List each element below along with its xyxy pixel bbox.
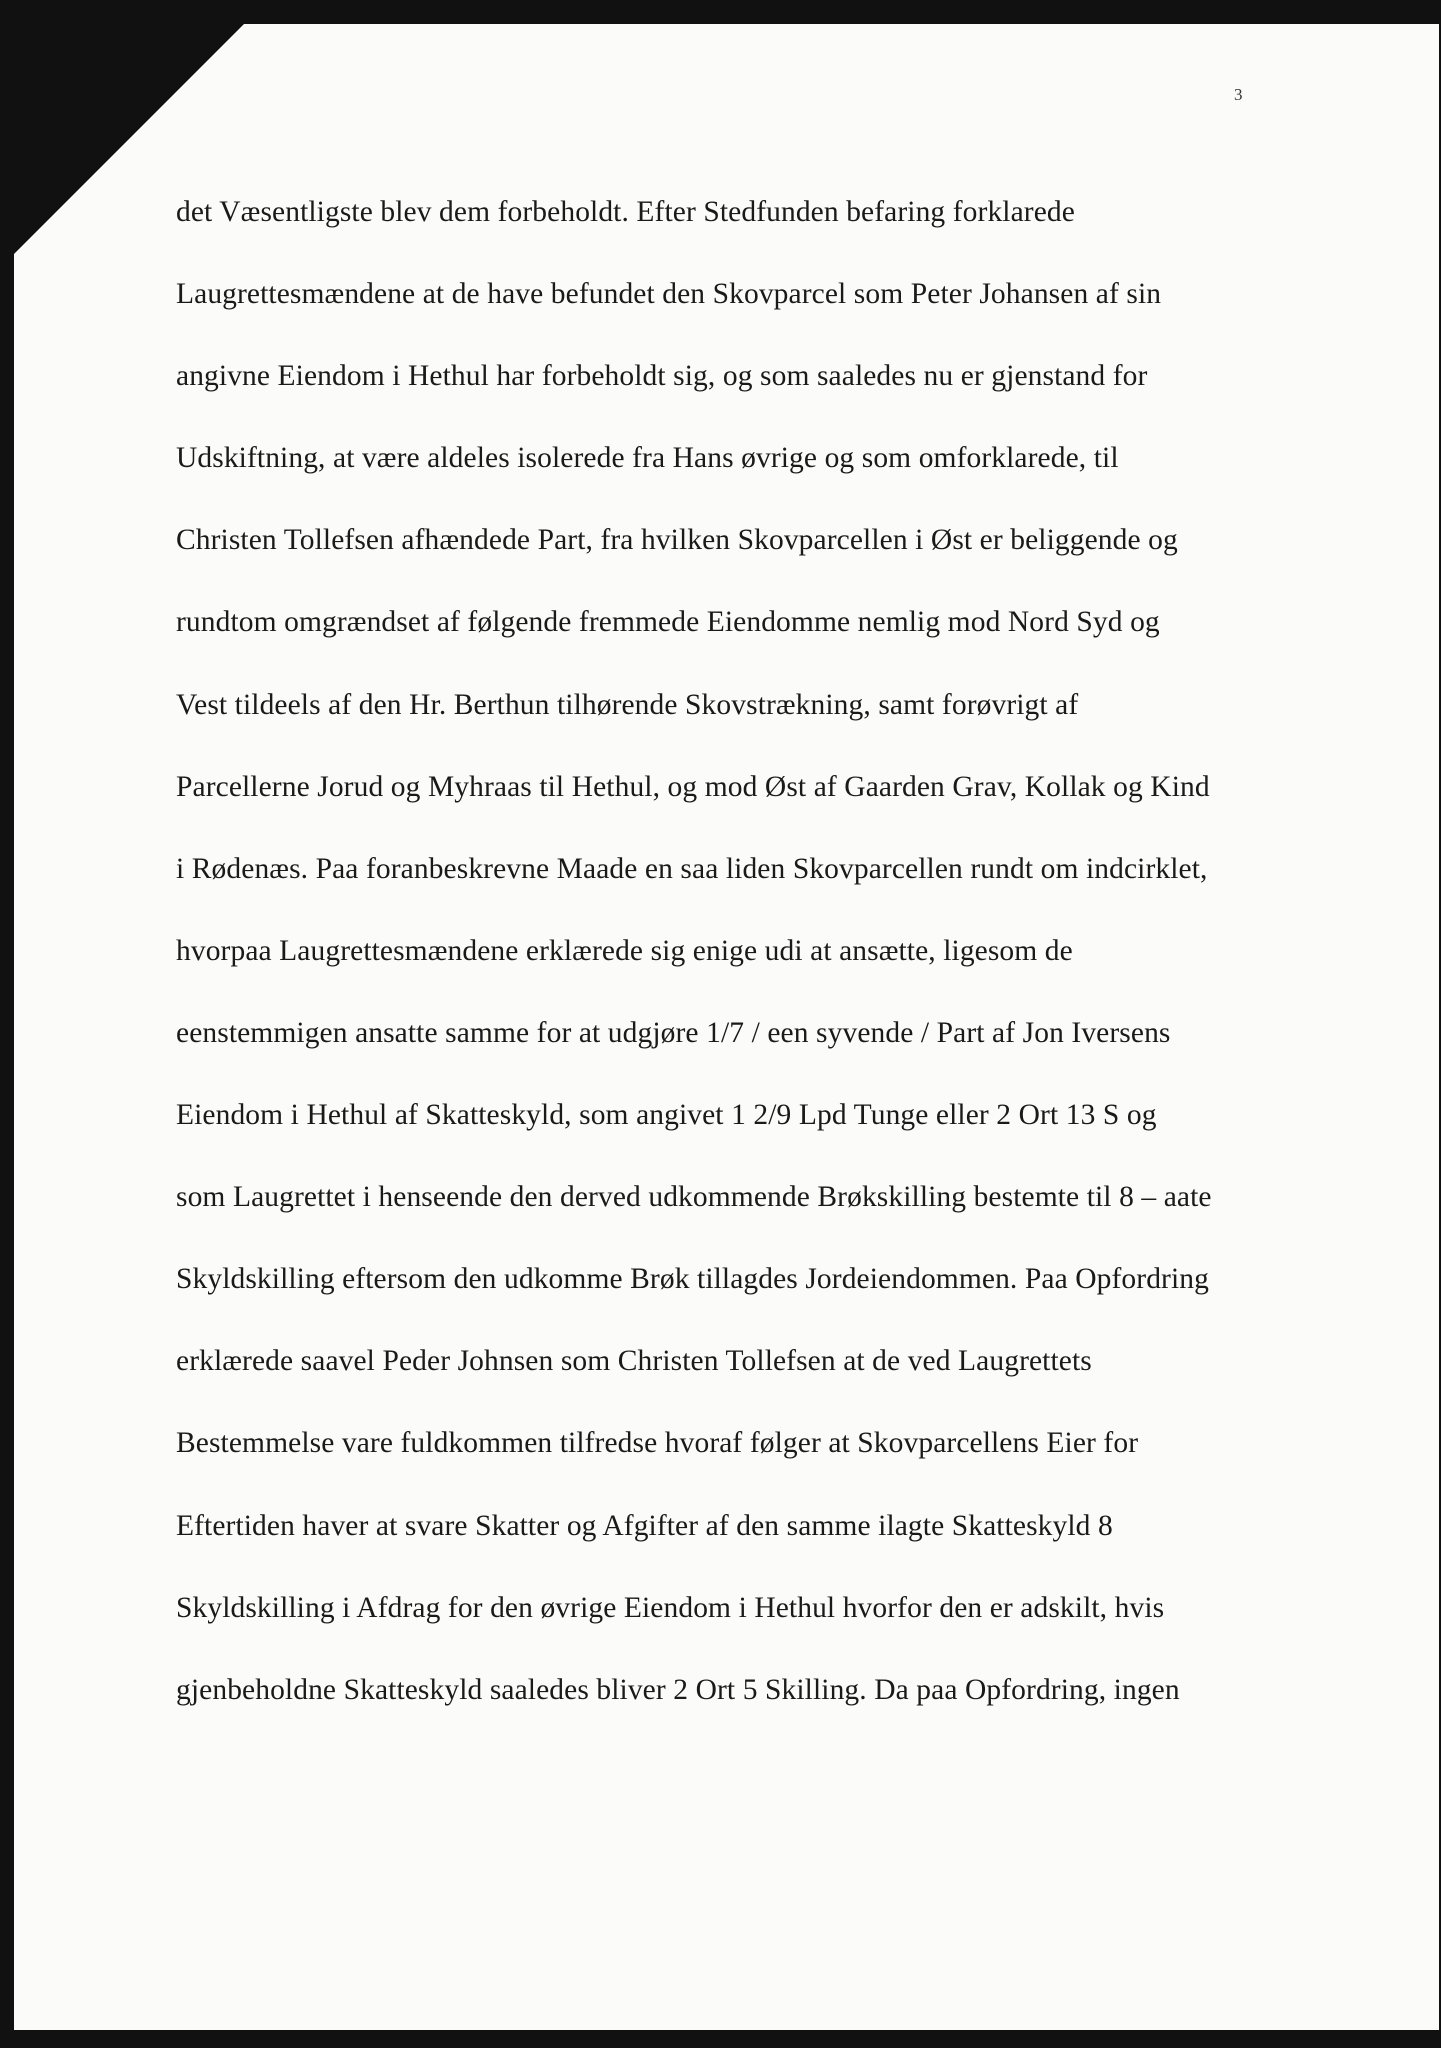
text-line: Vest tildeels af den Hr. Berthun tilhørende Skovstrækning, samt forøvrigt af: [176, 688, 1079, 721]
page-number: 3: [1234, 85, 1243, 104]
text-line: Christen Tollefsen afhændede Part, fra hvilken Skovparcellen i Øst er beliggende og: [176, 524, 1178, 557]
text-line: Eiendom i Hethul af Skatteskyld, som angivet 1 2/9 Lpd Tunge eller 2 Ort 13 S og: [176, 1099, 1157, 1132]
text-line: angivne Eiendom i Hethul har forbeholdt sig, og som saaledes nu er gjenstand for: [176, 360, 1148, 393]
text-line: hvorpaa Laugrettesmændene erklærede sig enige udi at ansætte, ligesom de: [176, 934, 1073, 967]
text-line: Udskiftning, at være aldeles isolerede fra Hans øvrige og som omforklarede, til: [176, 442, 1119, 475]
text-line: erklærede saavel Peder Johnsen som Christen Tollefsen at de ved Laugrettets: [176, 1345, 1092, 1378]
text-line: Laugrettesmændene at de have befundet den Skovparcel som Peter Johansen af sin: [176, 278, 1162, 311]
text-line: Bestemmelse vare fuldkommen tilfredse hvoraf følger at Skovparcellens Eier for: [176, 1427, 1139, 1460]
text-line: Skyldskilling i Afdrag for den øvrige Eiendom i Hethul hvorfor den er adskilt, hvis: [176, 1591, 1165, 1624]
document-text-body: [176, 188, 1316, 1748]
text-line: Skyldskilling eftersom den udkomme Brøk tillagdes Jordeiendommen. Paa Opfordring: [176, 1263, 1209, 1296]
text-line: det Væsentligste blev dem forbeholdt. Efter Stedfunden befaring forklarede: [176, 196, 1075, 228]
text-line: i Rødenæs. Paa foranbeskrevne Maade en saa liden Skovparcellen rundt om indcirklet,: [176, 852, 1208, 885]
text-line: rundtom omgrændset af følgende fremmede Eiendomme nemlig mod Nord Syd og: [176, 606, 1160, 639]
text-line: eenstemmigen ansatte samme for at udgjøre 1/7 / een syvende / Part af Jon Iversens: [176, 1016, 1171, 1049]
text-line: Parcellerne Jorud og Myhraas til Hethul, og mod Øst af Gaarden Grav, Kollak og Kind: [176, 770, 1210, 803]
text-line: Eftertiden haver at svare Skatter og Afgifter af den samme ilagte Skatteskyld 8: [176, 1509, 1113, 1542]
text-line: gjenbeholdne Skatteskyld saaledes bliver 2 Ort 5 Skilling. Da paa Opfordring, ingen: [176, 1673, 1180, 1706]
text-line: som Laugrettet i henseende den derved udkommende Brøkskilling bestemte til 8 – aate: [176, 1181, 1212, 1214]
